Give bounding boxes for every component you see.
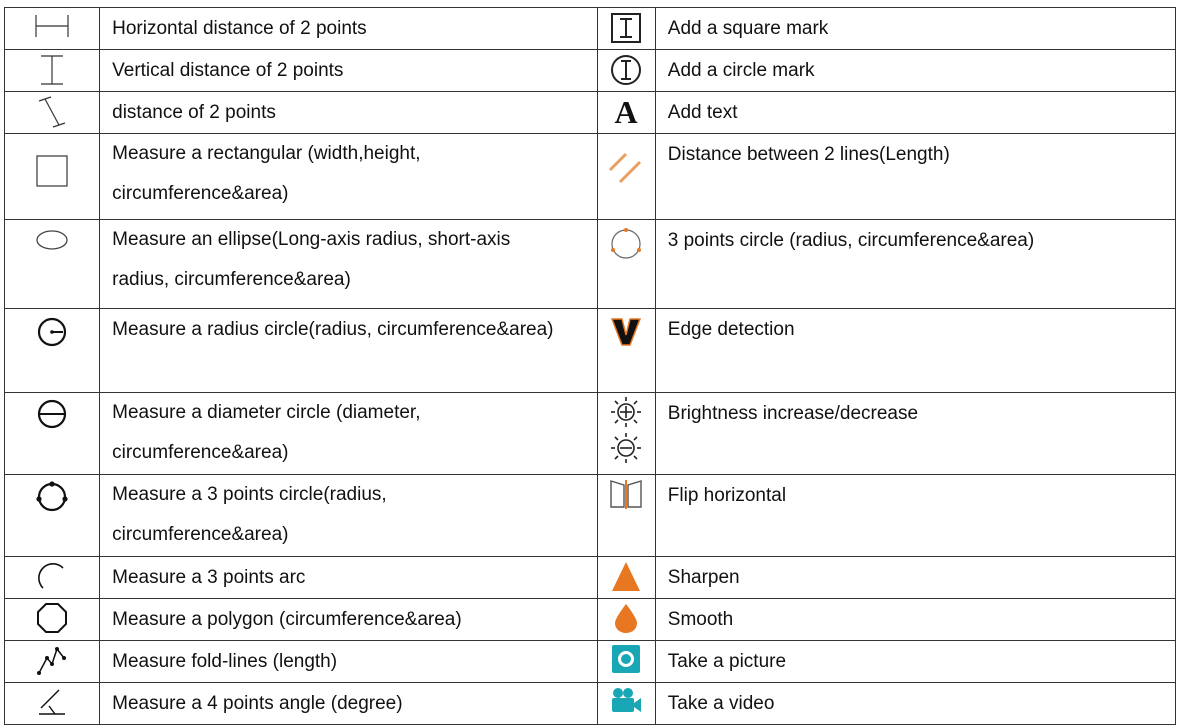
icon-cell (5, 393, 100, 475)
icon-cell (598, 557, 656, 599)
table-row (5, 220, 1176, 309)
tool-description: Measure a 4 points angle (degree) (112, 693, 403, 714)
smooth-icon (611, 602, 641, 634)
table-row (5, 134, 1176, 220)
icon-cell (598, 92, 656, 134)
icon-cell (598, 599, 656, 641)
icon-cell (5, 134, 100, 220)
icon-cell (598, 8, 656, 50)
vertical-distance-icon (37, 53, 67, 87)
icon-cell (5, 92, 100, 134)
tool-description: Distance between 2 lines(Length) (667, 144, 950, 165)
horizontal-distance-icon (32, 11, 72, 41)
tool-description: distance of 2 points (112, 102, 276, 123)
table-row (5, 309, 1176, 393)
table-row (5, 393, 1176, 475)
tool-description: Add text (667, 102, 738, 123)
description-cell (100, 134, 598, 220)
tool-description: Horizontal distance of 2 points (112, 18, 367, 39)
tool-description: Vertical distance of 2 points (112, 60, 344, 81)
description-cell (655, 683, 1175, 725)
tool-reference-table (4, 7, 1176, 725)
description-cell (100, 683, 598, 725)
icon-cell (598, 309, 656, 393)
svg-text:A: A (614, 95, 638, 129)
tool-description: Edge detection (667, 319, 795, 340)
angle-icon (35, 686, 69, 718)
tool-description: Measure a 3 points circle(radius, circumference&area) (112, 484, 387, 545)
tool-description: Add a circle mark (667, 60, 815, 81)
description-cell (655, 220, 1175, 309)
rectangle-icon (35, 154, 69, 188)
tool-description: Measure an ellipse(Long-axis radius, short-axis radius, circumference&area) (112, 229, 511, 290)
icon-cell (598, 393, 656, 475)
tool-description: Measure a diameter circle (diameter, circumference&area) (112, 402, 421, 463)
diameter-circle-icon (35, 397, 69, 431)
description-cell (655, 393, 1175, 475)
icon-cell (5, 309, 100, 393)
tool-description: Take a video (667, 693, 775, 714)
ellipse-icon (34, 228, 70, 252)
polygon-icon (35, 602, 69, 634)
distance-icon (35, 95, 69, 129)
fold-lines-icon (35, 644, 69, 676)
table-row (5, 683, 1176, 725)
tool-description: Measure a polygon (circumference&area) (112, 609, 462, 630)
tool-description: Add a square mark (667, 18, 829, 39)
three-points-circle-dots-icon (34, 479, 70, 515)
flip-horizontal-icon (608, 478, 644, 510)
description-cell (655, 475, 1175, 557)
icon-cell (5, 475, 100, 557)
radius-circle-icon (35, 315, 69, 349)
brightness-icon (609, 395, 643, 469)
camera-icon (611, 644, 641, 674)
video-icon (609, 686, 643, 716)
description-cell (100, 393, 598, 475)
tool-description: Measure a 3 points arc (112, 567, 306, 588)
tool-description: Sharpen (667, 567, 740, 588)
edge-detection-icon (609, 315, 643, 349)
icon-cell (5, 641, 100, 683)
tool-description: Measure a radius circle(radius, circumference&area) (112, 319, 554, 340)
square-mark-icon (609, 11, 643, 45)
icon-cell (598, 683, 656, 725)
icon-cell (598, 220, 656, 309)
tool-description: Measure a rectangular (width,height, circumference&area) (112, 143, 421, 204)
description-cell (100, 309, 598, 393)
icon-cell (598, 50, 656, 92)
icon-cell (598, 641, 656, 683)
parallel-lines-icon (606, 148, 646, 188)
icon-cell (5, 557, 100, 599)
icon-cell (5, 683, 100, 725)
icon-cell (598, 134, 656, 220)
description-cell (655, 309, 1175, 393)
tool-description: Brightness increase/decrease (667, 403, 919, 424)
arc-icon (35, 560, 69, 592)
tool-description: Measure fold-lines (length) (112, 651, 338, 672)
sharpen-icon (609, 560, 643, 592)
circle-mark-icon (609, 53, 643, 87)
three-points-circle-icon (608, 226, 644, 262)
icon-cell (5, 220, 100, 309)
table-row (5, 475, 1176, 557)
tool-description: 3 points circle (radius, circumference&area) (667, 230, 1035, 251)
tool-description: Flip horizontal (667, 485, 787, 506)
icon-cell (5, 50, 100, 92)
description-cell (100, 475, 598, 557)
icon-cell (5, 599, 100, 641)
description-cell (655, 134, 1175, 220)
icon-cell (5, 8, 100, 50)
tool-description: Smooth (667, 609, 734, 630)
description-cell (100, 220, 598, 309)
tool-description: Take a picture (667, 651, 787, 672)
icon-cell (598, 475, 656, 557)
text-icon (609, 95, 643, 129)
